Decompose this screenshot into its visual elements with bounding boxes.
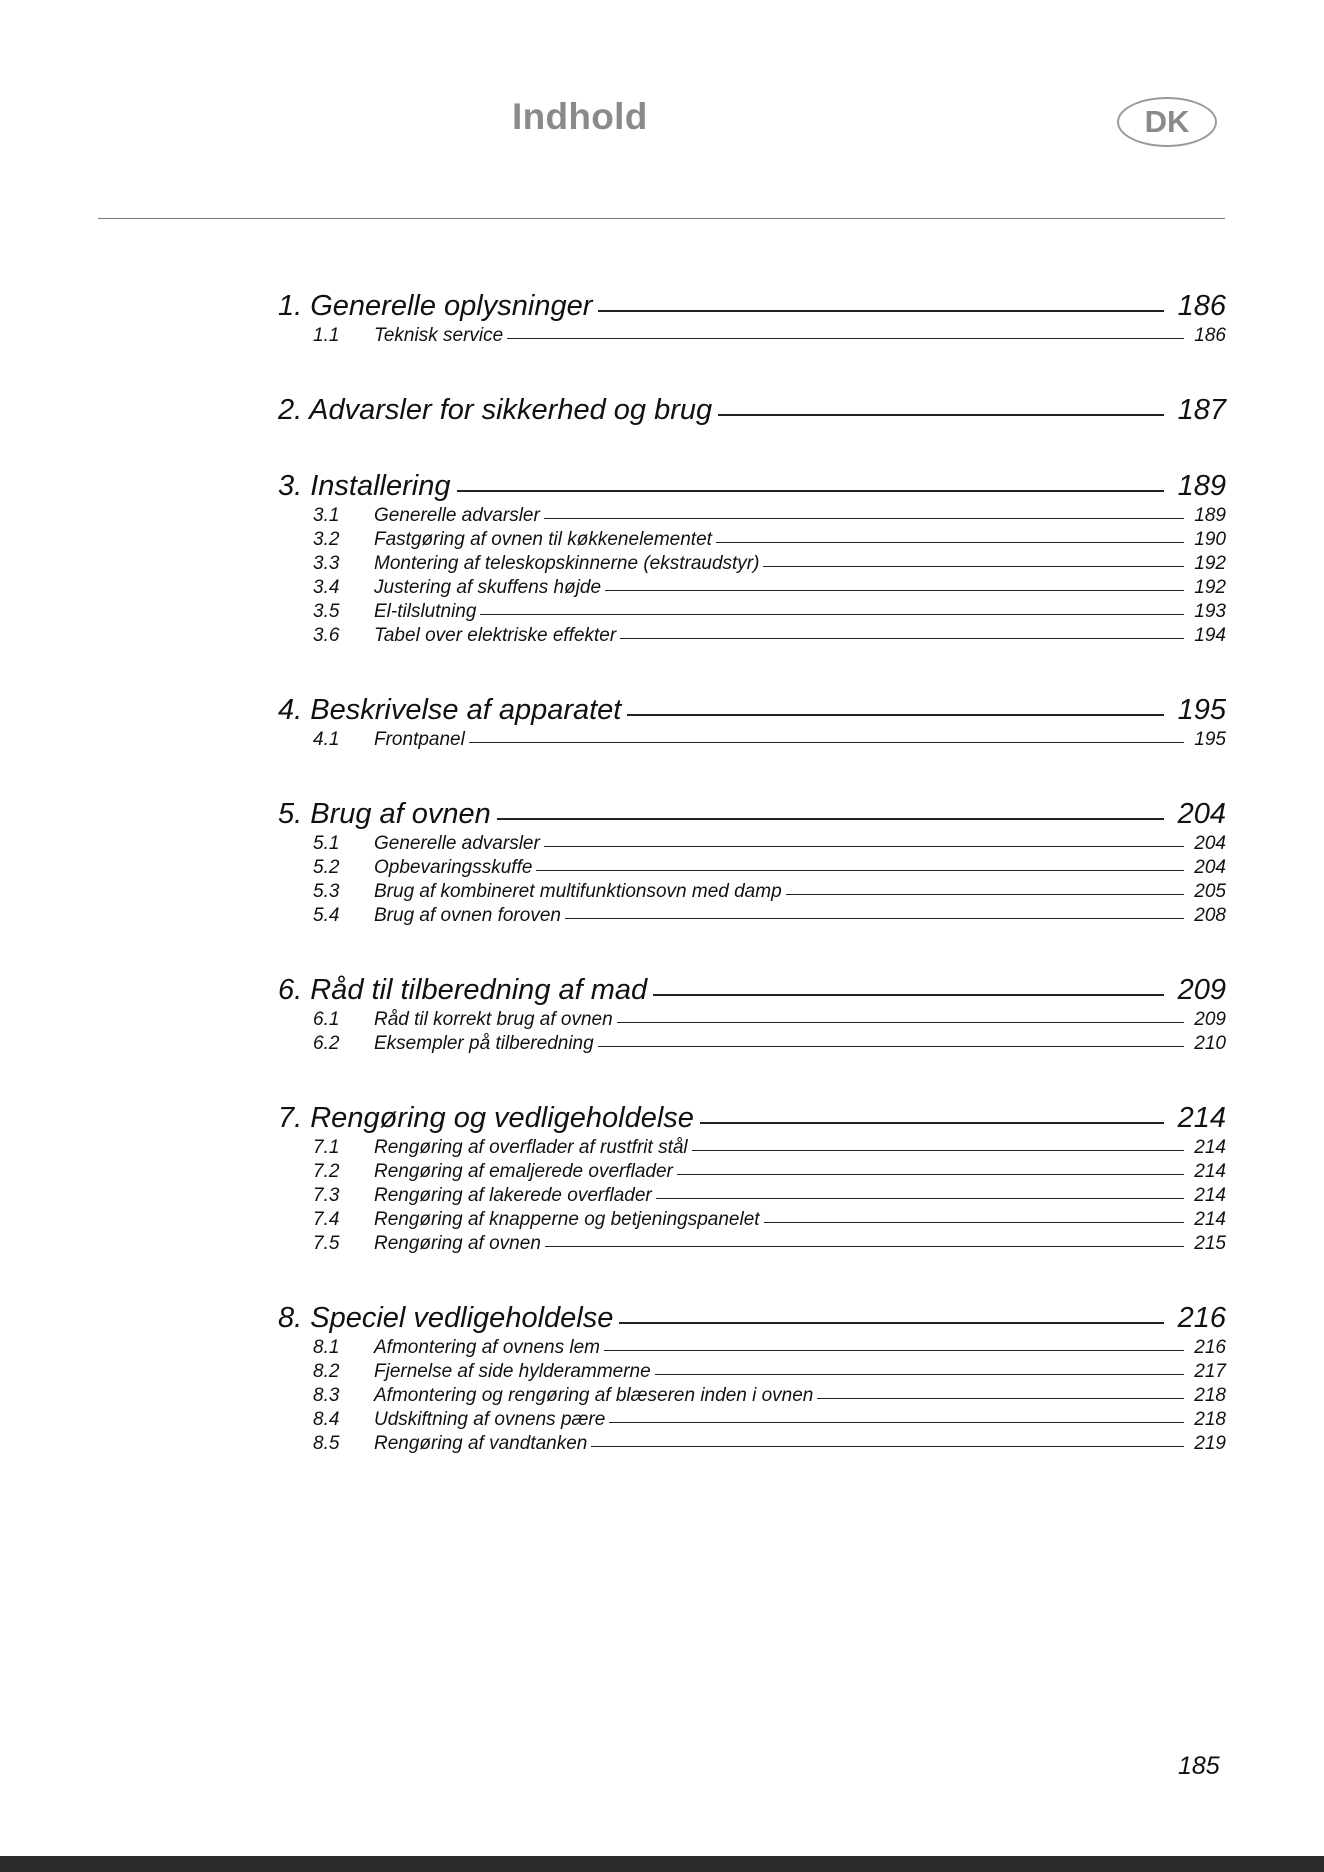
dot-leader: [480, 614, 1184, 615]
subsection-title: Brug af ovnen foroven: [374, 905, 561, 926]
chapter-page: 214: [1177, 1102, 1226, 1134]
toc-subsection-entry[interactable]: [278, 624, 1226, 648]
subsection-title: Fastgøring af ovnen til køkkenelementet: [374, 529, 712, 550]
dot-leader: [604, 1350, 1184, 1351]
toc-subsection-entry[interactable]: [278, 728, 1226, 752]
subsection-title: Rengøring af vandtanken: [374, 1433, 588, 1454]
subsection-title: Rengøring af lakerede overflader: [374, 1185, 652, 1206]
toc-chapter-entry[interactable]: [278, 972, 1226, 1008]
subsection-page: 189: [1194, 505, 1226, 526]
subsection-number: 4.1: [313, 729, 340, 750]
subsection-page: 210: [1194, 1033, 1226, 1054]
subsection-title: Udskiftning af ovnens pære: [374, 1409, 606, 1430]
toc-chapter-entry[interactable]: [278, 796, 1226, 832]
chapter-page: 216: [1177, 1302, 1226, 1334]
toc-section: [278, 972, 1226, 1056]
chapter-page: 209: [1177, 974, 1226, 1006]
chapter-page: 204: [1177, 798, 1226, 830]
subsection-title: Rengøring af knapperne og betjeningspanelet: [374, 1209, 760, 1230]
dot-leader: [544, 518, 1184, 519]
subsection-page: 194: [1194, 625, 1226, 646]
subsection-page: 216: [1194, 1337, 1226, 1358]
subsection-title: Afmontering og rengøring af blæseren inden i ovnen: [374, 1385, 814, 1406]
dot-leader: [627, 714, 1164, 716]
toc-subsection-entry[interactable]: [278, 1408, 1226, 1432]
subsection-number: 5.4: [313, 905, 340, 926]
toc-section: [278, 1100, 1226, 1256]
subsection-number: 8.1: [313, 1337, 340, 1358]
dot-leader: [469, 742, 1184, 743]
subsection-title: Rengøring af emaljerede overflader: [374, 1161, 673, 1182]
subsection-title: Opbevaringsskuffe: [374, 857, 533, 878]
chapter-page: 187: [1177, 394, 1226, 426]
subsection-title: Tabel over elektriske effekter: [374, 625, 617, 646]
dot-leader: [598, 310, 1164, 312]
toc-section: [278, 468, 1226, 648]
subsection-number: 8.4: [313, 1409, 340, 1430]
subsection-page: 209: [1194, 1009, 1226, 1030]
dot-leader: [617, 1022, 1184, 1023]
subsection-page: 192: [1194, 577, 1226, 598]
toc-subsection-entry[interactable]: [278, 1336, 1226, 1360]
subsection-page: 214: [1194, 1185, 1226, 1206]
dot-leader: [536, 870, 1184, 871]
subsection-number: 8.2: [313, 1361, 340, 1382]
toc-section: [278, 796, 1226, 928]
toc-subsection-entry[interactable]: [278, 1208, 1226, 1232]
subsection-number: 3.1: [313, 505, 340, 526]
dot-leader: [716, 542, 1184, 543]
dot-leader: [605, 590, 1184, 591]
subsection-title: Montering af teleskopskinnerne (ekstraudstyr): [374, 553, 760, 574]
toc-subsection-entry[interactable]: [278, 1232, 1226, 1256]
dot-leader: [763, 566, 1184, 567]
subsection-title: Rengøring af ovnen: [374, 1233, 541, 1254]
toc-subsection-entry[interactable]: [278, 1008, 1226, 1032]
subsection-title: Fjernelse af side hylderammerne: [374, 1361, 651, 1382]
subsection-number: 3.3: [313, 553, 340, 574]
page-title: Indhold: [512, 96, 648, 137]
chapter-title: 2. Advarsler for sikkerhed og brug: [278, 394, 713, 426]
toc-subsection-entry[interactable]: [278, 576, 1226, 600]
subsection-page: 193: [1194, 601, 1226, 622]
subsection-page: 190: [1194, 529, 1226, 550]
subsection-page: 214: [1194, 1137, 1226, 1158]
subsection-page: 186: [1194, 325, 1226, 346]
subsection-number: 7.2: [313, 1161, 340, 1182]
chapter-title: 4. Beskrivelse af apparatet: [278, 694, 622, 726]
toc-chapter-entry[interactable]: [278, 392, 1226, 428]
toc-section: [278, 288, 1226, 348]
subsection-page: 214: [1194, 1161, 1226, 1182]
table-of-contents: [278, 288, 1226, 1500]
toc-subsection-entry[interactable]: [278, 1184, 1226, 1208]
dot-leader: [653, 994, 1164, 996]
subsection-page: 195: [1194, 729, 1226, 750]
chapter-title: 8. Speciel vedligeholdelse: [278, 1302, 614, 1334]
toc-chapter-entry[interactable]: [278, 1100, 1226, 1136]
toc-subsection-entry[interactable]: [278, 1360, 1226, 1384]
dot-leader: [692, 1150, 1184, 1151]
toc-chapter-entry[interactable]: [278, 1300, 1226, 1336]
subsection-title: Råd til korrekt brug af ovnen: [374, 1009, 613, 1030]
subsection-number: 7.4: [313, 1209, 340, 1230]
toc-section: [278, 692, 1226, 752]
subsection-number: 1.1: [313, 325, 340, 346]
dot-leader: [786, 894, 1184, 895]
language-badge: DK: [1117, 97, 1217, 147]
chapter-title: 1. Generelle oplysninger: [278, 290, 593, 322]
subsection-number: 8.3: [313, 1385, 340, 1406]
dot-leader: [817, 1398, 1184, 1399]
subsection-page: 204: [1194, 833, 1226, 854]
dot-leader: [718, 414, 1164, 416]
subsection-title: Generelle advarsler: [374, 505, 540, 526]
toc-chapter-entry[interactable]: [278, 288, 1226, 324]
header-divider: [98, 218, 1225, 219]
subsection-title: Frontpanel: [374, 729, 465, 750]
subsection-number: 5.1: [313, 833, 340, 854]
subsection-number: 3.4: [313, 577, 340, 598]
dot-leader: [655, 1374, 1184, 1375]
subsection-page: 214: [1194, 1209, 1226, 1230]
dot-leader: [620, 638, 1184, 639]
subsection-page: 192: [1194, 553, 1226, 574]
toc-subsection-entry[interactable]: [278, 904, 1226, 928]
subsection-title: Afmontering af ovnens lem: [374, 1337, 601, 1358]
subsection-title: Rengøring af overflader af rustfrit stål: [374, 1137, 688, 1158]
toc-section: [278, 392, 1226, 428]
dot-leader: [598, 1046, 1184, 1047]
subsection-number: 3.2: [313, 529, 340, 550]
toc-chapter-entry[interactable]: [278, 692, 1226, 728]
chapter-page: 195: [1177, 694, 1226, 726]
subsection-number: 8.5: [313, 1433, 340, 1454]
toc-subsection-entry[interactable]: [278, 1160, 1226, 1184]
toc-subsection-entry[interactable]: [278, 832, 1226, 856]
bottom-edge-band: [0, 1856, 1324, 1872]
subsection-page: 217: [1194, 1361, 1226, 1382]
toc-subsection-entry[interactable]: [278, 552, 1226, 576]
subsection-title: Generelle advarsler: [374, 833, 540, 854]
dot-leader: [591, 1446, 1184, 1447]
page-number: 185: [1178, 1752, 1220, 1780]
toc-subsection-entry[interactable]: [278, 1032, 1226, 1056]
subsection-page: 218: [1194, 1409, 1226, 1430]
dot-leader: [544, 846, 1184, 847]
dot-leader: [656, 1198, 1184, 1199]
subsection-number: 5.2: [313, 857, 340, 878]
toc-chapter-entry[interactable]: [278, 468, 1226, 504]
toc-subsection-entry[interactable]: [278, 504, 1226, 528]
dot-leader: [457, 490, 1165, 492]
dot-leader: [545, 1246, 1184, 1247]
toc-subsection-entry[interactable]: [278, 1384, 1226, 1408]
dot-leader: [677, 1174, 1184, 1175]
subsection-number: 3.6: [313, 625, 340, 646]
dot-leader: [565, 918, 1184, 919]
chapter-title: 7. Rengøring og vedligeholdelse: [278, 1102, 694, 1134]
dot-leader: [764, 1222, 1184, 1223]
subsection-page: 205: [1194, 881, 1226, 902]
subsection-title: Brug af kombineret multifunktionsovn med damp: [374, 881, 782, 902]
toc-subsection-entry[interactable]: [278, 528, 1226, 552]
chapter-title: 3. Installering: [278, 470, 451, 502]
subsection-page: 218: [1194, 1385, 1226, 1406]
chapter-title: 6. Råd til tilberedning af mad: [278, 974, 648, 1006]
subsection-title: Teknisk service: [374, 325, 504, 346]
toc-subsection-entry[interactable]: [278, 1432, 1226, 1456]
chapter-page: 189: [1177, 470, 1226, 502]
subsection-title: El-tilslutning: [374, 601, 477, 622]
subsection-number: 3.5: [313, 601, 340, 622]
subsection-number: 7.1: [313, 1137, 340, 1158]
subsection-page: 208: [1194, 905, 1226, 926]
toc-section: [278, 1300, 1226, 1456]
toc-subsection-entry[interactable]: [278, 1136, 1226, 1160]
toc-subsection-entry[interactable]: [278, 600, 1226, 624]
toc-subsection-entry[interactable]: [278, 856, 1226, 880]
subsection-title: Eksempler på tilberedning: [374, 1033, 594, 1054]
subsection-number: 7.5: [313, 1233, 340, 1254]
dot-leader: [507, 338, 1184, 339]
dot-leader: [609, 1422, 1184, 1423]
subsection-page: 219: [1194, 1433, 1226, 1454]
dot-leader: [700, 1122, 1164, 1124]
dot-leader: [619, 1322, 1164, 1324]
chapter-title: 5. Brug af ovnen: [278, 798, 491, 830]
subsection-number: 6.1: [313, 1009, 340, 1030]
dot-leader: [497, 818, 1164, 820]
subsection-page: 215: [1194, 1233, 1226, 1254]
subsection-number: 7.3: [313, 1185, 340, 1206]
subsection-title: Justering af skuffens højde: [374, 577, 602, 598]
subsection-page: 204: [1194, 857, 1226, 878]
toc-subsection-entry[interactable]: [278, 324, 1226, 348]
toc-subsection-entry[interactable]: [278, 880, 1226, 904]
subsection-number: 6.2: [313, 1033, 340, 1054]
subsection-number: 5.3: [313, 881, 340, 902]
chapter-page: 186: [1177, 290, 1226, 322]
